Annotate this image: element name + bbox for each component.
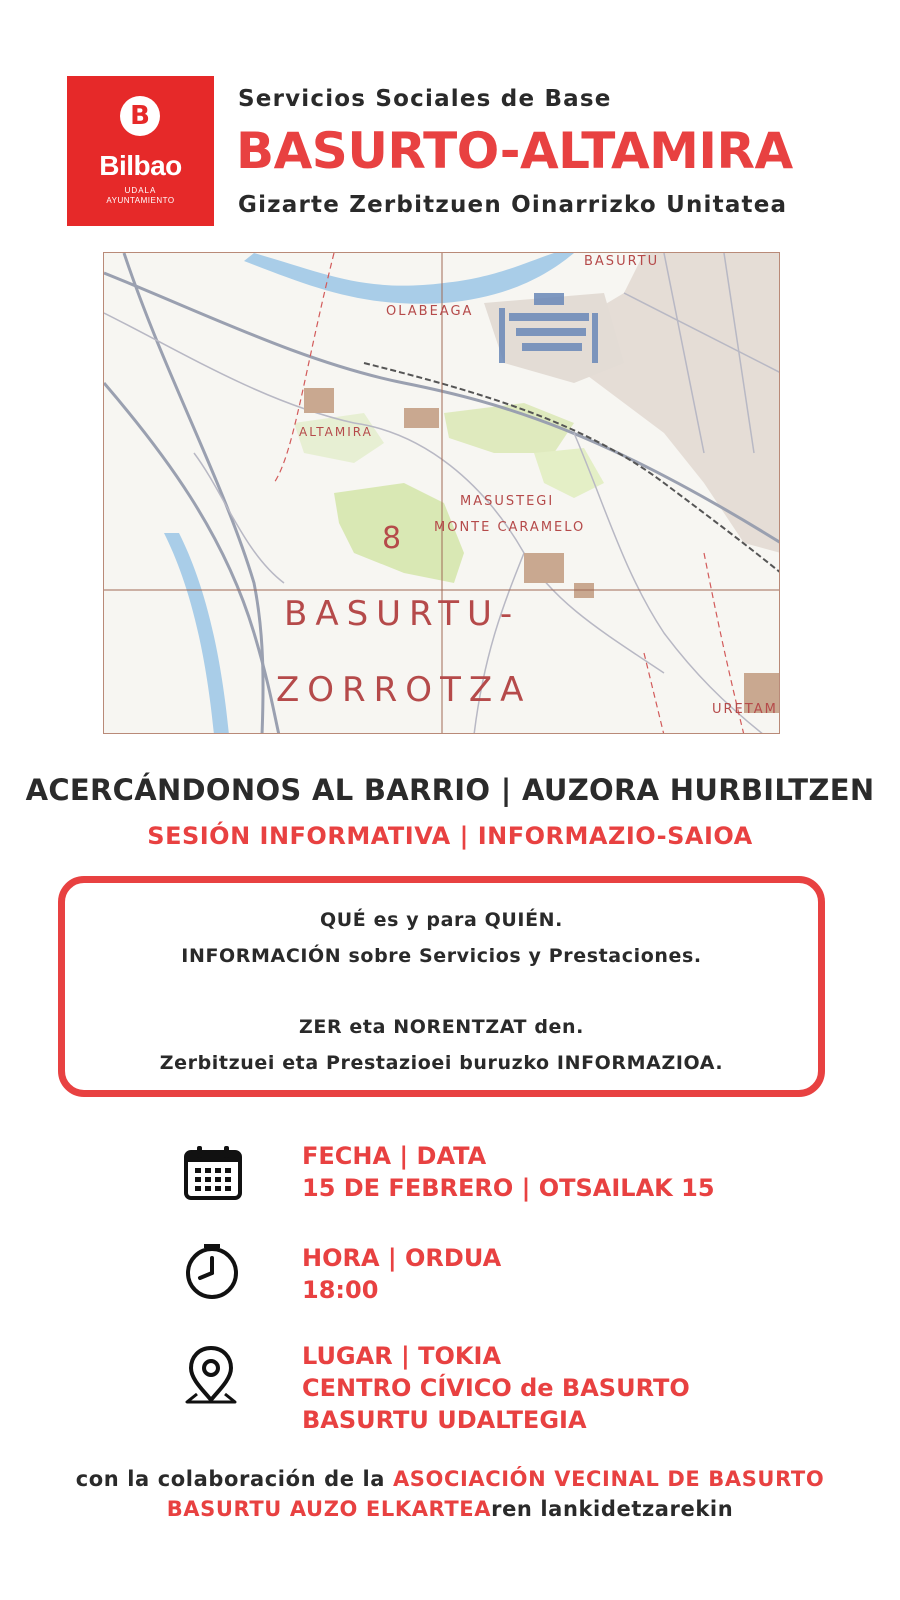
map-sector-number: 8 bbox=[382, 521, 402, 556]
map-label-masustegi: MASUSTEGI bbox=[460, 494, 555, 509]
footer-suffix: ren lankidetzarekin bbox=[491, 1497, 734, 1521]
date-label: FECHA | DATA bbox=[302, 1142, 487, 1170]
logo-b-mark: B bbox=[120, 96, 160, 136]
info-line-4: Zerbitzuei eta Prestazioei buruzko INFORMAZIOA. bbox=[159, 1052, 724, 1074]
place-label: LUGAR | TOKIA bbox=[302, 1342, 502, 1370]
map-label-monte-caramelo: MONTE CARAMELO bbox=[434, 520, 586, 535]
header-subtitle: Servicios Sociales de Base bbox=[238, 86, 612, 112]
map-label-altamira: ALTAMIRA bbox=[299, 425, 373, 439]
footer-collaboration bbox=[0, 1464, 900, 1524]
subheadline: SESIÓN INFORMATIVA | INFORMAZIO-SAIOA bbox=[147, 822, 753, 850]
headline: ACERCÁNDONOS AL BARRIO | AUZORA HURBILTZEN bbox=[25, 773, 875, 807]
logo-sub-ayuntamiento: AYUNTAMIENTO bbox=[106, 196, 175, 205]
time-value: 18:00 bbox=[302, 1276, 379, 1304]
footer-line-1 bbox=[0, 1464, 900, 1494]
clock-icon bbox=[183, 1244, 241, 1302]
location-pin-icon bbox=[183, 1344, 239, 1406]
place-value-2: BASURTU UDALTEGIA bbox=[302, 1406, 587, 1434]
footer-org-es: ASOCIACIÓN VECINAL DE BASURTO bbox=[392, 1467, 825, 1491]
footer-prefix: con la colaboración de la bbox=[75, 1467, 393, 1491]
header-subtitle-basque: Gizarte Zerbitzuen Oinarrizko Unitatea bbox=[238, 192, 788, 218]
info-line-3: ZER eta NORENTZAT den. bbox=[299, 1016, 584, 1038]
time-label: HORA | ORDUA bbox=[302, 1244, 502, 1272]
info-line-2: INFORMACIÓN sobre Servicios y Prestaciones. bbox=[181, 945, 702, 967]
map-label-uretamendi: URETAM bbox=[712, 702, 778, 717]
map-label-basurtu-big: BASURTU- bbox=[284, 594, 521, 634]
header bbox=[67, 76, 867, 226]
info-box bbox=[58, 876, 825, 1097]
header-title: BASURTO-ALTAMIRA bbox=[236, 122, 793, 180]
calendar-icon bbox=[183, 1144, 243, 1202]
district-map bbox=[103, 252, 780, 734]
map-label-basurtu: BASURTU bbox=[584, 254, 660, 269]
footer-line-2 bbox=[0, 1494, 900, 1524]
footer-org-eu: BASURTU AUZO ELKARTEA bbox=[166, 1497, 492, 1521]
info-line-1: QUÉ es y para QUIÉN. bbox=[320, 909, 563, 931]
date-value: 15 DE FEBRERO | OTSAILAK 15 bbox=[302, 1174, 715, 1202]
bilbao-logo bbox=[67, 76, 214, 226]
place-value-1: CENTRO CÍVICO de BASURTO bbox=[302, 1374, 690, 1402]
map-label-zorrotza: ZORROTZA bbox=[276, 670, 532, 710]
logo-name: Bilbao bbox=[99, 150, 182, 181]
map-label-olabeaga: OLABEAGA bbox=[386, 304, 474, 319]
logo-sub-udala: UDALA bbox=[124, 186, 157, 195]
